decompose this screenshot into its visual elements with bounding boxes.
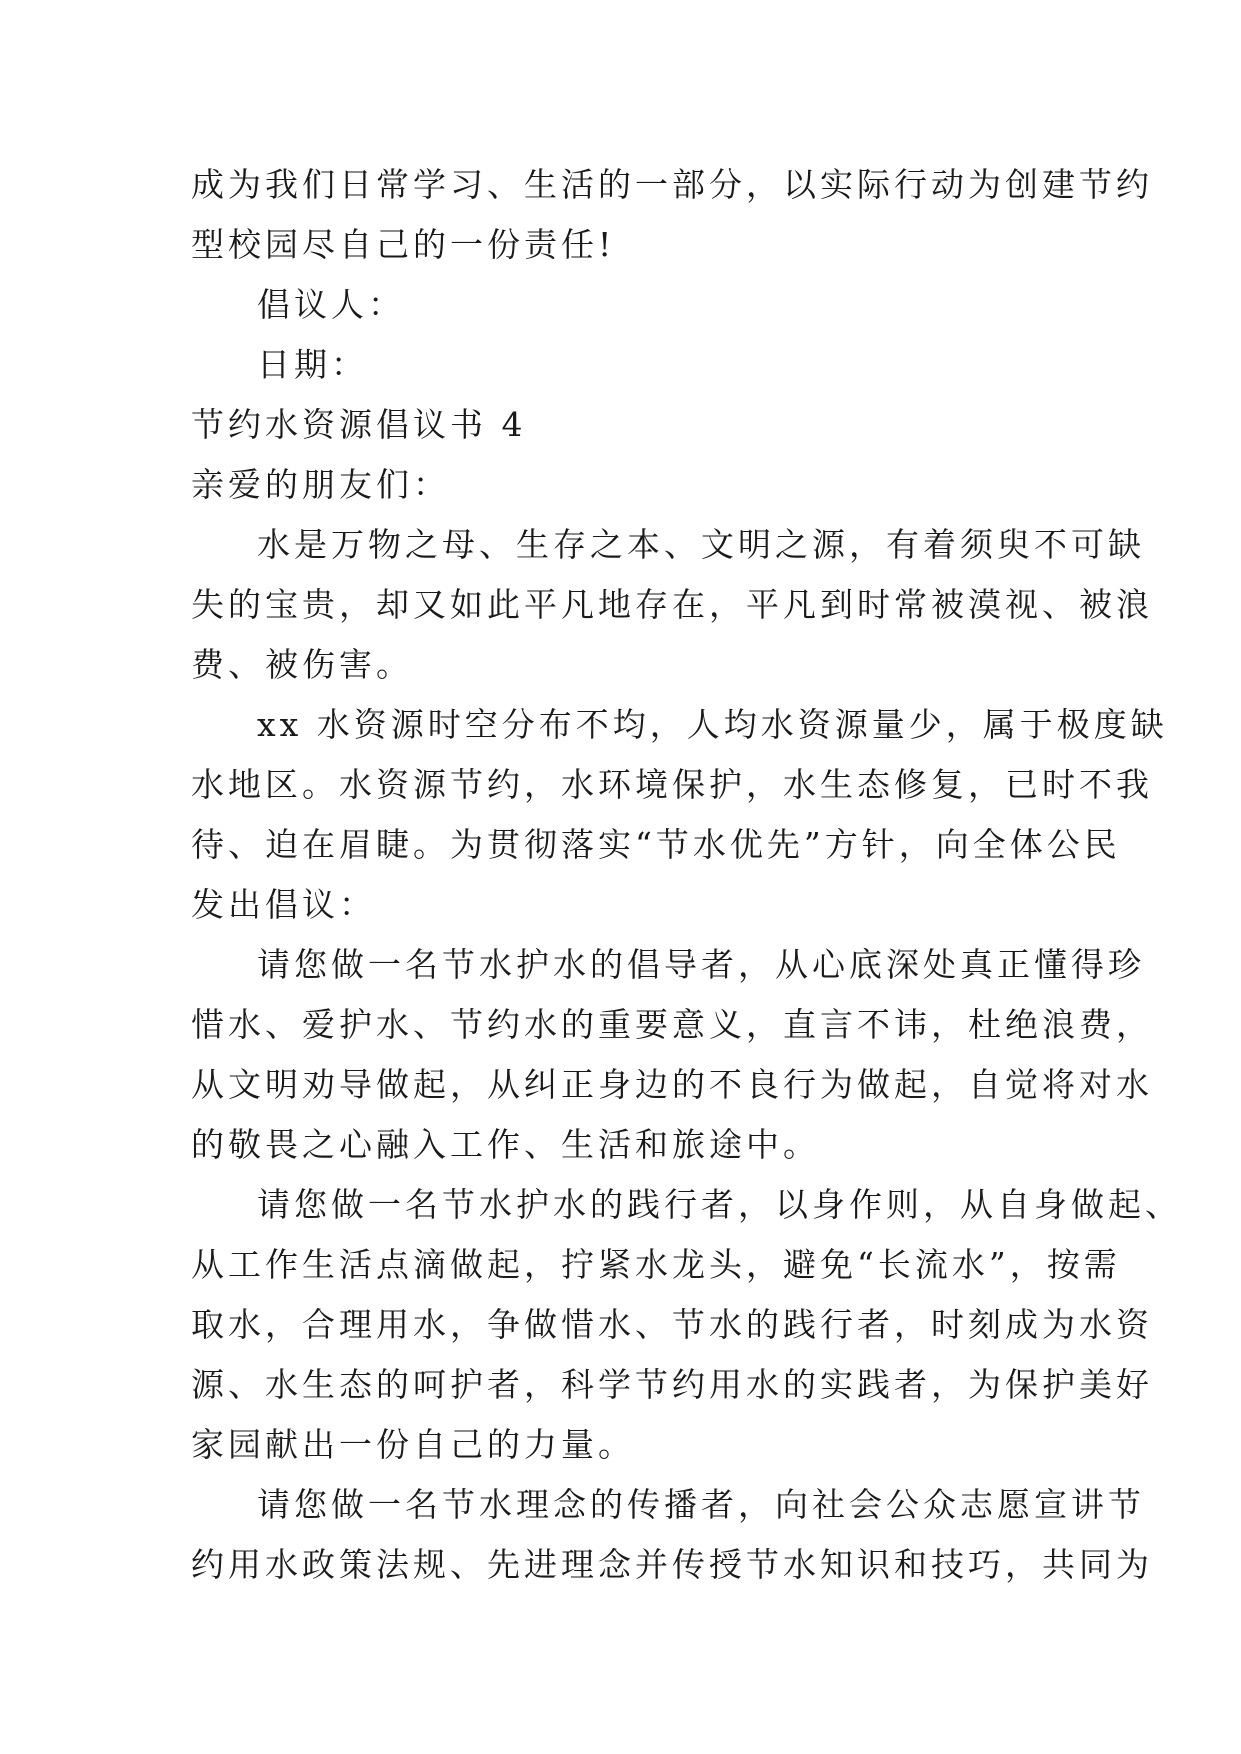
text-line: 请您做一名节水理念的传播者，向社会公众志愿宣讲节 bbox=[257, 1485, 1145, 1524]
text-line: 约用水政策法规、先进理念并传授节水知识和技巧，共同为 bbox=[191, 1545, 1153, 1584]
text-line: 从工作生活点滴做起，拧紧水龙头，避免“长流水”，按需 bbox=[191, 1245, 1121, 1284]
text-line: 型校园尽自己的一份责任! bbox=[191, 225, 616, 264]
text-line: 惜水、爱护水、节约水的重要意义，直言不讳，杜绝浪费， bbox=[191, 1005, 1153, 1044]
text-line: 请您做一名节水护水的倡导者，从心底深处真正懂得珍 bbox=[257, 945, 1145, 984]
text-line: 发出倡议： bbox=[191, 885, 376, 924]
text-line: 费、被伤害。 bbox=[191, 645, 413, 684]
text-line: 失的宝贵，却又如此平凡地存在，平凡到时常被漠视、被浪 bbox=[191, 585, 1153, 624]
text-line: 取水，合理用水，争做惜水、节水的践行者，时刻成为水资 bbox=[191, 1305, 1153, 1344]
text-line: 的敬畏之心融入工作、生活和旅途中。 bbox=[191, 1125, 820, 1164]
salutation: 亲爱的朋友们： bbox=[191, 465, 450, 504]
section-title: 节约水资源倡议书 4 bbox=[191, 405, 527, 444]
text-line: 请您做一名节水护水的践行者，以身作则，从自身做起、 bbox=[257, 1185, 1182, 1224]
text-line: 从文明劝导做起，从纠正身边的不良行为做起，自觉将对水 bbox=[191, 1065, 1153, 1104]
text-line: 成为我们日常学习、生活的一部分，以实际行动为创建节约 bbox=[191, 165, 1153, 204]
text-line: 家园献出一份自己的力量。 bbox=[191, 1425, 635, 1464]
text-line: 待、迫在眉睫。为贯彻落实“节水优先”方针，向全体公民 bbox=[191, 825, 1121, 864]
date-label: 日期： bbox=[257, 345, 368, 384]
proposer-label: 倡议人： bbox=[257, 285, 405, 324]
text-line: xx 水资源时空分布不均，人均水资源量少，属于极度缺 bbox=[257, 705, 1168, 744]
text-line: 水是万物之母、生存之本、文明之源，有着须臾不可缺 bbox=[257, 525, 1145, 564]
text-line: 源、水生态的呵护者，科学节约用水的实践者，为保护美好 bbox=[191, 1365, 1153, 1404]
document-body bbox=[191, 155, 1182, 1595]
text-line: 水地区。水资源节约，水环境保护，水生态修复，已时不我 bbox=[191, 765, 1153, 804]
